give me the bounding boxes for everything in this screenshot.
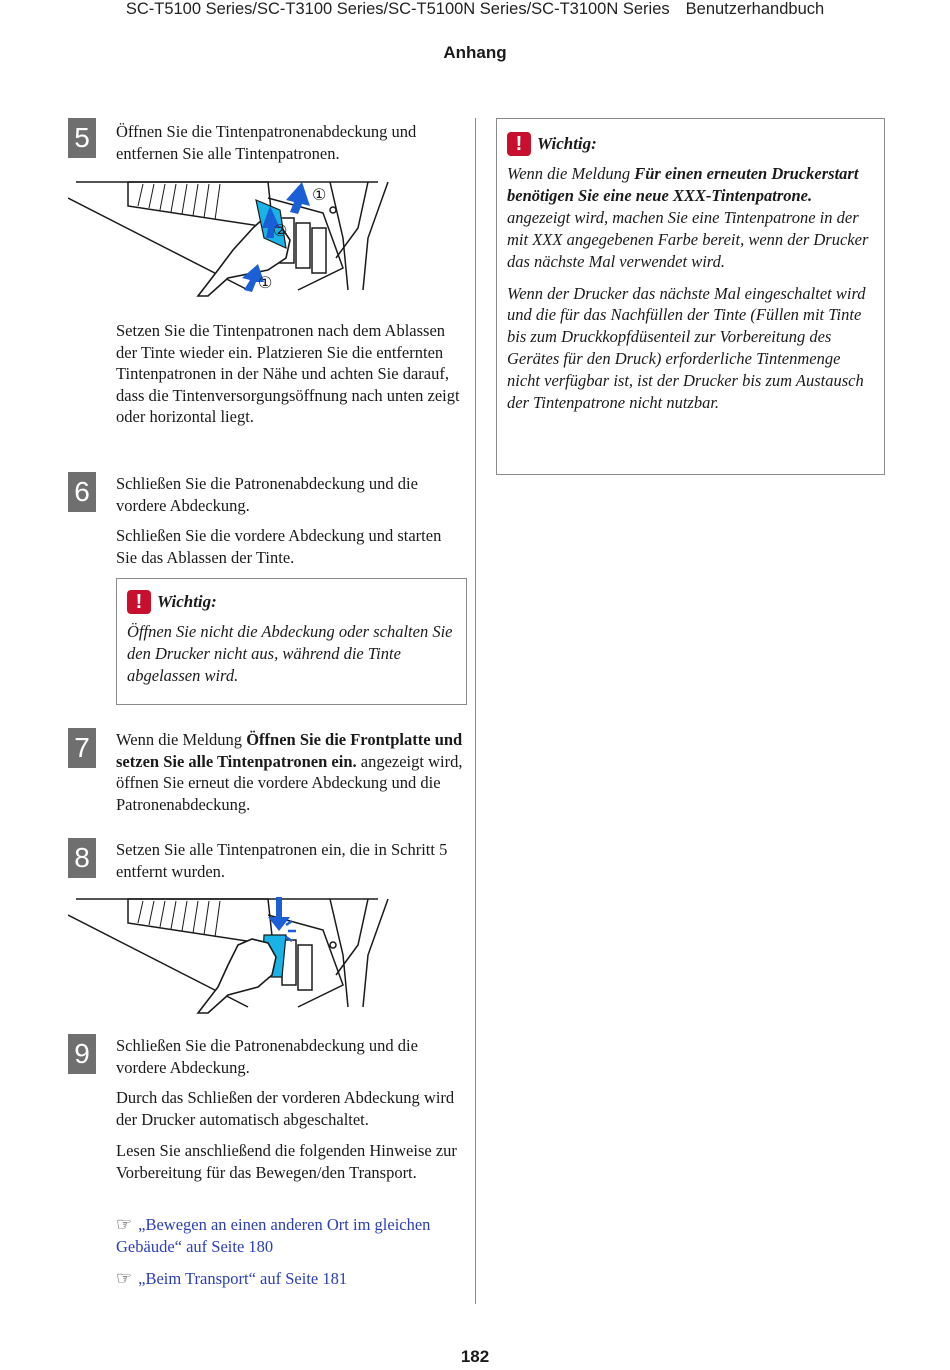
- label-2: ②: [273, 221, 288, 240]
- step-6-note: Schließen Sie die vordere Abdeckung und starten Sie das Ablassen der Tinte.: [116, 526, 442, 567]
- step-7-text-before: Wenn die Meldung: [116, 730, 247, 749]
- link-text[interactable]: „Beim Transport“ auf Seite 181: [138, 1269, 348, 1288]
- column-divider: [475, 118, 476, 1304]
- warning-icon: !: [127, 590, 151, 614]
- important-title: [127, 589, 456, 615]
- important-p1-message: Für einen erneuten Druckerstart benötigen Sie eine neue XXX-Tintenpatrone.: [507, 164, 859, 205]
- step-7-text: [116, 729, 466, 815]
- important-p1-before: Wenn die Meldung: [507, 164, 635, 183]
- important-label: Wichtig:: [157, 592, 217, 611]
- important-box-left: [116, 578, 467, 705]
- important-paragraph-1: [507, 163, 874, 273]
- step-5-text: Öffnen Sie die Tintenpatronenabdeckung und entfernen Sie alle Tintenpatronen.: [116, 122, 417, 163]
- page-number: 182: [460, 1347, 490, 1366]
- link-text[interactable]: „Bewegen an einen anderen Ort im gleichen Gebäude“ auf Seite 180: [116, 1215, 431, 1256]
- cartridge-removal-illustration: [68, 178, 398, 298]
- step-9-note-2: Lesen Sie anschließend die folgenden Hinweise zur Vorbereitung für das Bewegen/den Transport.: [116, 1141, 457, 1182]
- important-p1-after: angezeigt wird, machen Sie eine Tintenpatrone in der mit XXX angegebenen Farbe bereit, wenn der Drucker das nächste Mal verwendet wird.: [507, 207, 869, 271]
- step-9-number: 9: [68, 1034, 96, 1074]
- step-5-note: Setzen Sie die Tintenpatronen nach dem Ablassen der Tinte wieder ein. Platzieren Sie die entfernten Tintenpatronen in der Nähe und achten Sie darauf, dass die Tintenversorgungsöffnung nach unten zeigt oder horizontal liegt.: [116, 321, 460, 427]
- step-6-text: Schließen Sie die Patronenabdeckung und die vordere Abdeckung.: [116, 474, 418, 515]
- important-paragraph-2: Wenn der Drucker das nächste Mal eingeschaltet wird und die für das Nachfüllen der Tinte (Füllen mit Tinte bis zum Druckkopfdüsenteil zur Vorbereitung des Gerätes für den Druck) erforderliche Tintenmenge nicht verfügbar ist, ist der Drucker bis zum Austausch der Tintenpatrone nicht nutzbar.: [507, 283, 866, 413]
- step-7-number: 7: [68, 728, 96, 768]
- pointing-hand-icon: ☞: [116, 1268, 133, 1289]
- step-6-number: 6: [68, 472, 96, 512]
- link-moving-same-building[interactable]: [116, 1214, 466, 1257]
- link-transport[interactable]: [116, 1268, 466, 1290]
- step-9-text: Schließen Sie die Patronenabdeckung und die vordere Abdeckung.: [116, 1036, 418, 1077]
- series-title: SC-T5100 Series/SC-T3100 Series/SC-T5100N Series/SC-T3100N Series: [125, 0, 670, 18]
- pointing-hand-icon: ☞: [116, 1214, 133, 1235]
- step-5-number: 5: [68, 118, 96, 158]
- running-header: [0, 0, 950, 19]
- warning-icon: !: [507, 132, 531, 156]
- important-text: Öffnen Sie nicht die Abdeckung oder schalten Sie den Drucker nicht aus, während die Tinte abgelassen wird.: [127, 622, 453, 685]
- step-9-note-1: Durch das Schließen der vorderen Abdeckung wird der Drucker automatisch abgeschaltet.: [116, 1088, 455, 1129]
- cartridge-insert-illustration: [68, 895, 398, 1015]
- section-title: Anhang: [443, 43, 507, 62]
- step-7-text-after: angezeigt wird, öffnen Sie erneut die vordere Abdeckung und die Patronenabdeckung.: [116, 751, 463, 814]
- important-title: [507, 131, 874, 157]
- label-1-top: ①: [312, 185, 327, 204]
- important-box-right: [496, 118, 885, 475]
- step-8-number: 8: [68, 838, 96, 878]
- label-1-bottom: ①: [258, 273, 273, 292]
- step-7-message: Öffnen Sie die Frontplatte und setzen Sie alle Tintenpatronen ein.: [116, 730, 463, 771]
- important-label: Wichtig:: [537, 134, 597, 153]
- manual-title: Benutzerhandbuch: [685, 0, 825, 18]
- step-8-text: Setzen Sie alle Tintenpatronen ein, die in Schritt 5 entfernt wurden.: [116, 840, 448, 881]
